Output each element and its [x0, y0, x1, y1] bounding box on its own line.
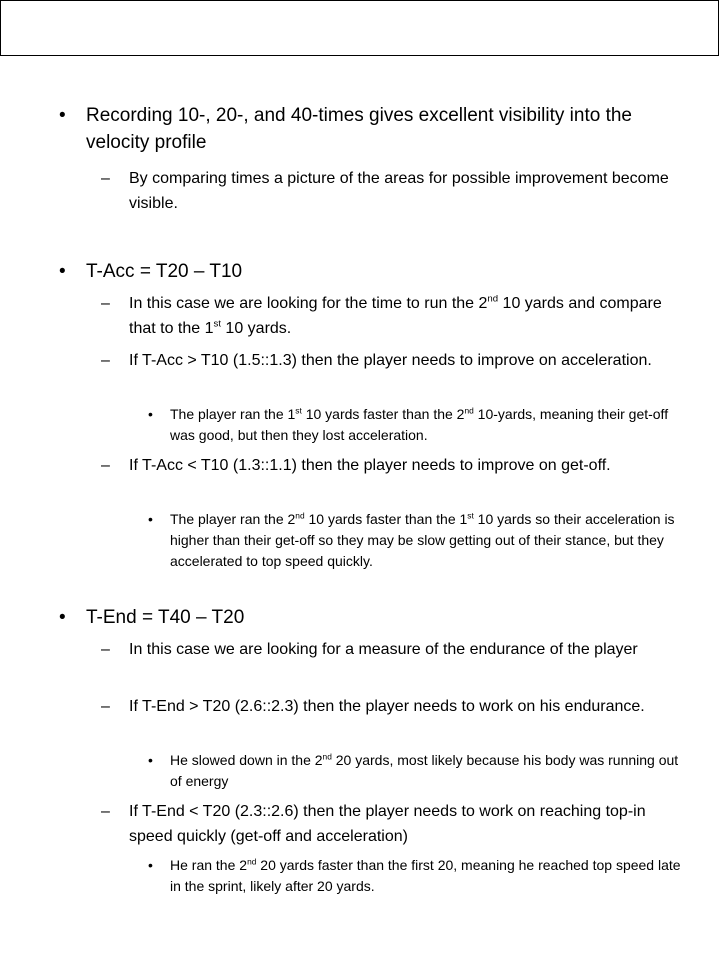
bullet-level2-t-acc-greater: [101, 348, 689, 373]
text-part: 20 yards faster than the first 20, meaning he reached top speed late in the sprint, likely after 20 yards.: [170, 857, 681, 894]
bullet-text: Recording 10-, 20-, and 40-times gives excellent visibility into the velocity profile: [86, 105, 632, 153]
superscript: st: [467, 510, 474, 521]
bullet-level2-t-acc-definition: [101, 291, 689, 341]
bullet-level1-recording-times: [59, 102, 686, 156]
dash-marker: –: [101, 803, 110, 820]
text-part: 10 yards faster than the 1: [304, 511, 468, 527]
bullet-marker: •: [148, 406, 153, 422]
bullet-marker: •: [148, 511, 153, 527]
bullet-marker: •: [59, 105, 66, 126]
bullet-text: If T-Acc > T10 (1.5::1.3) then the player needs to improve on acceleration.: [129, 352, 652, 369]
bullet-text: If T-Acc < T10 (1.3::1.1) then the player needs to improve on get-off.: [129, 457, 611, 474]
text-part: 10 yards faster than the 2: [301, 406, 465, 422]
text-part: 10 yards so their acceleration is higher than their get-off so they may be slow getting out of their stance, but they accelerated to top speed quickly.: [170, 511, 675, 569]
text-part: 10 yards.: [220, 320, 292, 337]
bullet-text: If T-End < T20 (2.3::2.6) then the player needs to work on reaching top-in speed quickly (get-off and acceleration): [129, 803, 646, 845]
bullet-level3-top-speed-late: [148, 855, 685, 897]
dash-marker: –: [101, 295, 110, 312]
text-part: The player ran the 1: [170, 406, 296, 422]
bullet-level1-t-acc: [59, 258, 686, 285]
text-part: 10 yards and compare that to the 1: [129, 295, 662, 337]
text-part: 20 yards, most likely because his body was running out of energy: [170, 752, 679, 789]
superscript: nd: [295, 510, 305, 521]
bullet-marker: •: [148, 857, 153, 873]
bullet-marker: •: [148, 752, 153, 768]
bullet-text: If T-End > T20 (2.6::2.3) then the player needs to work on his endurance.: [129, 698, 645, 715]
bullet-text: T-Acc = T20 – T10: [86, 261, 243, 282]
bullet-level2-t-acc-less: [101, 453, 689, 478]
bullet-text: T-End = T40 – T20: [86, 607, 245, 628]
bullet-level2-comparing-times: [101, 166, 689, 216]
superscript: nd: [247, 856, 257, 867]
dash-marker: –: [101, 641, 110, 658]
text-part: He slowed down in the 2: [170, 752, 323, 768]
superscript: st: [295, 405, 302, 416]
bullet-marker: •: [59, 607, 66, 628]
bullet-marker: •: [59, 261, 66, 282]
text-part: He ran the 2: [170, 857, 248, 873]
bullet-level3-acceleration-loss: [148, 404, 685, 446]
dash-marker: –: [101, 698, 110, 715]
dash-marker: –: [101, 457, 110, 474]
bullet-level1-t-end: [59, 604, 686, 631]
dash-marker: –: [101, 170, 110, 187]
bullet-text: In this case we are looking for a measure of the endurance of the player: [129, 641, 638, 658]
superscript: st: [213, 318, 221, 330]
superscript: nd: [464, 405, 474, 416]
header-box: [0, 0, 719, 56]
bullet-level2-t-end-greater: [101, 694, 689, 719]
bullet-level3-slowed-down: [148, 750, 685, 792]
dash-marker: –: [101, 352, 110, 369]
superscript: nd: [487, 293, 499, 305]
bullet-level3-get-off-slow: [148, 509, 685, 572]
text-part: 10-yards, meaning their get-off was good, but then they lost acceleration.: [170, 406, 669, 443]
superscript: nd: [322, 751, 332, 762]
bullet-level2-t-end-definition: [101, 637, 689, 662]
bullet-level2-t-end-less: [101, 799, 689, 849]
text-part: In this case we are looking for the time to run the 2: [129, 295, 488, 312]
text-part: The player ran the 2: [170, 511, 296, 527]
bullet-text: By comparing times a picture of the areas for possible improvement become visible.: [129, 170, 669, 212]
